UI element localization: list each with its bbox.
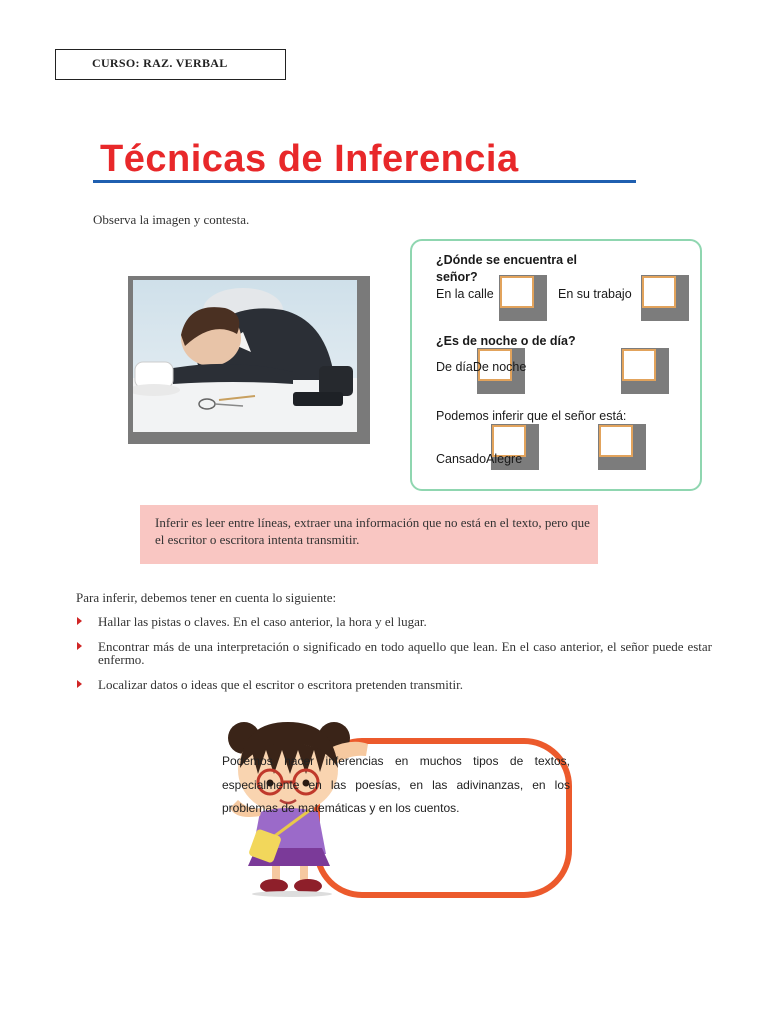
course-label: CURSO: RAZ. VERBAL bbox=[55, 49, 286, 80]
checkbox-de-noche[interactable] bbox=[622, 349, 656, 381]
bullet-icon bbox=[77, 642, 82, 650]
options-day-night: De díaDe noche bbox=[436, 360, 527, 374]
question-state: Podemos inferir que el señor está: bbox=[436, 409, 627, 423]
intro-text: Para inferir, debemos tener en cuenta lo siguiente: bbox=[76, 590, 337, 605]
question-location: ¿Dónde se encuentra el señor? bbox=[436, 253, 578, 284]
bullet-item: Encontrar más de una interpretación o significado en todo aquello que lean. En el caso anterior, el señor puede estar enfermo. bbox=[98, 639, 712, 667]
sleeping-man-photo bbox=[133, 280, 357, 432]
options-state: CansadoAlegre bbox=[436, 452, 523, 466]
checkbox-alegre[interactable] bbox=[599, 425, 633, 457]
instruction-text: Observa la imagen y contesta. bbox=[93, 212, 250, 227]
definition-text: Inferir es leer entre líneas, extraer una información que no está en el texto, pero que el escritor o escritora intenta transmitir. bbox=[155, 515, 590, 547]
title-underline bbox=[93, 180, 636, 183]
checkbox-en-su-trabajo[interactable] bbox=[642, 276, 676, 308]
option-en-la-calle: En la calle bbox=[436, 287, 494, 301]
question-time: ¿Es de noche o de día? bbox=[436, 334, 576, 348]
bullet-icon bbox=[77, 617, 82, 625]
page-title: Técnicas de Inferencia bbox=[100, 138, 519, 180]
bullet-item: Localizar datos o ideas que el escritor o escritora pretenden transmitir. bbox=[98, 677, 463, 692]
bullet-item: Hallar las pistas o claves. En el caso anterior, la hora y el lugar. bbox=[98, 614, 427, 629]
bullet-icon bbox=[77, 680, 82, 688]
callout-text: Podemos hacer inferencias en muchos tipos de textos, especialmente en las poesías, en las adivinanzas, en los problemas de matemáticas y en los cuentos. bbox=[222, 754, 570, 815]
option-en-su-trabajo: En su trabajo bbox=[558, 287, 632, 301]
checkbox-en-la-calle[interactable] bbox=[500, 276, 534, 308]
